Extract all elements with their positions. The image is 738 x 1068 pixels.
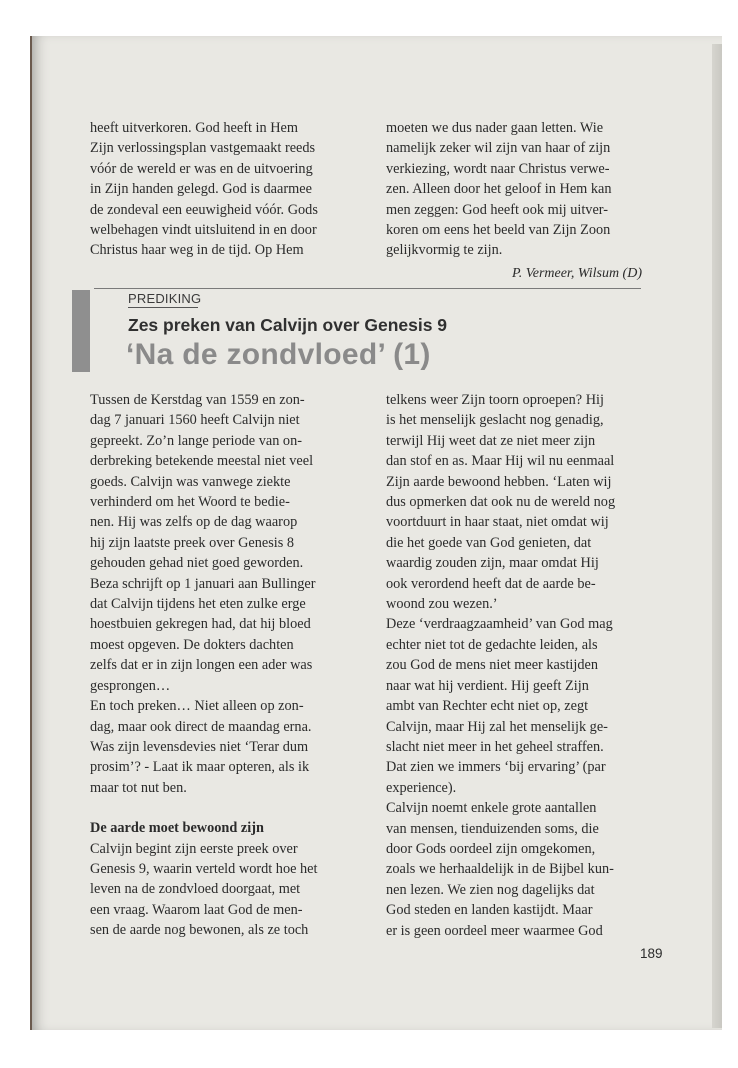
text-line: door Gods oordeel zijn omgekomen,	[386, 840, 596, 857]
text-line: terwijl Hij weet dat ze niet meer zijn	[386, 432, 596, 449]
top-left-column	[90, 118, 360, 261]
section-label-underline	[128, 307, 198, 308]
text-line: hij zijn laatste preek over Genesis 8	[90, 534, 295, 551]
text-line: zoals we herhaaldelijk in de Bijbel kun-	[386, 861, 614, 878]
text-line: echter niet tot de gedachte leiden, als	[386, 636, 598, 653]
text-line: goeds. Calvijn was vanwege ziekte	[90, 473, 291, 490]
top-right-paragraph	[386, 118, 661, 261]
section-marker-bar	[72, 290, 90, 372]
text-line: gepreekt. Zo’n lange periode van on-	[90, 432, 302, 449]
text-line: Calvijn, maar Hij zal het menselijk ge-	[386, 718, 608, 735]
text-line: experience).	[386, 779, 457, 796]
text-line: Christus haar weg in de tijd. Op Hem	[90, 242, 304, 259]
text-line: maar tot nut ben.	[90, 779, 187, 796]
text-line: heeft uitverkoren. God heeft in Hem	[90, 120, 299, 136]
text-line: Was zijn levensdevies niet ‘Terar dum	[90, 738, 309, 755]
text-line: een vraag. Waarom laat God de men-	[90, 901, 303, 918]
article-headline: ‘Na de zondvloed’ (1)	[126, 338, 431, 371]
paragraph	[90, 839, 360, 941]
text-line: prosim’? - Laat ik maar opteren, als ik	[90, 759, 310, 776]
text-line: En toch preken… Niet alleen op zon-	[90, 698, 304, 715]
main-left-column	[90, 390, 360, 941]
text-line: verhinderd om het Woord te bedie-	[90, 494, 290, 511]
text-line: Deze ‘verdraagzaamheid’ van God mag	[386, 616, 613, 633]
text-line: zelfs dat er in zijn longen een ader was	[90, 657, 313, 674]
text-line: dag, maar ook direct de maandag erna.	[90, 718, 312, 735]
text-line: slacht niet meer in het geheel straffen.	[386, 738, 604, 755]
text-line: zou God de mens niet meer kastijden	[386, 657, 599, 674]
text-line: moest opgeven. De dokters dachten	[90, 636, 294, 653]
text-line: nen. Hij was zelfs op de dag waarop	[90, 514, 298, 531]
text-line: God steden en landen kastijdt. Maar	[386, 902, 593, 919]
text-line: telkens weer Zijn toorn oproepen? Hij	[386, 392, 604, 408]
subheading: De aarde moet bewoond zijn	[90, 820, 264, 837]
page-number: 189	[640, 946, 663, 961]
paragraph	[386, 390, 661, 614]
text-line: Zijn aarde bewoond hebben. ‘Laten wij	[386, 473, 612, 490]
text-line: hoestbuien gekregen had, dat hij bloed	[90, 616, 311, 633]
text-line: Zijn verlossingsplan vastgemaakt reeds	[90, 140, 316, 157]
text-line: gehouden gehad niet goed geworden.	[90, 555, 304, 572]
text-line: Dat zien we immers ‘bij ervaring’ (par	[386, 759, 606, 776]
text-line: Calvijn noemt enkele grote aantallen	[386, 800, 597, 817]
text-line: Tussen de Kerstdag van 1559 en zon-	[90, 392, 305, 408]
paragraph	[90, 696, 360, 798]
text-line: dus opmerken dat ook nu de wereld nog	[386, 494, 616, 511]
text-line: men zeggen: God heeft ook mij uitver-	[386, 201, 609, 218]
text-line: verkiezing, wordt naar Christus verwe-	[386, 160, 610, 177]
text-line: welbehagen vindt uitsluitend in en door	[90, 222, 317, 239]
section-label: PREDIKING	[128, 291, 202, 306]
text-line: die het goede van God genieten, dat	[386, 534, 592, 551]
text-line: Calvijn begint zijn eerste preek over	[90, 840, 298, 857]
text-line: waardig zouden zijn, maar omdat Hij	[386, 555, 599, 572]
text-line: gesprongen…	[90, 677, 171, 694]
text-line: derbreking betekende meestal niet veel	[90, 453, 314, 470]
text-line: dat Calvijn tijdens het eten zulke erge	[90, 596, 306, 613]
text-line: namelijk zeker wil zijn van haar of zijn	[386, 140, 611, 157]
text-line: sen de aarde nog bewonen, als ze toch	[90, 922, 309, 939]
top-right-column	[386, 118, 661, 261]
text-line: ambt van Rechter echt niet op, zegt	[386, 698, 589, 715]
text-line: zen. Alleen door het geloof in Hem kan	[386, 181, 612, 198]
text-line: moeten we dus nader gaan letten. Wie	[386, 120, 604, 136]
article-subtitle: Zes preken van Calvijn over Genesis 9	[128, 315, 448, 335]
text-line: leven na de zondvloed doorgaat, met	[90, 881, 301, 898]
paragraph	[386, 798, 661, 941]
text-line: vóór de wereld er was en de uitvoering	[90, 160, 313, 177]
text-line: de zondeval een eeuwigheid vóór. Gods	[90, 201, 318, 218]
text-line: ook verordend heeft dat de aarde be-	[386, 575, 596, 592]
text-line: in Zijn handen gelegd. God is daarmee	[90, 181, 312, 198]
text-line: voortduurt in haar staat, niet omdat wij	[386, 514, 609, 531]
paragraph	[386, 614, 661, 798]
text-line: is het menselijk geslacht nog genadig,	[386, 412, 604, 429]
text-line: naar wat hij verdient. Hij geeft Zijn	[386, 677, 589, 694]
text-line: dan stof en as. Maar Hij wil nu eenmaal	[386, 453, 615, 470]
section-divider	[94, 288, 641, 289]
main-right-column	[386, 390, 661, 941]
text-line: nen lezen. We zien nog dagelijks dat	[386, 881, 595, 898]
text-line: Beza schrijft op 1 januari aan Bullinger	[90, 575, 316, 592]
top-left-paragraph	[90, 118, 360, 261]
author-signature: P. Vermeer, Wilsum (D)	[511, 266, 642, 281]
text-line: koren om eens het beeld van Zijn Zoon	[386, 222, 611, 239]
text-line: dag 7 januari 1560 heeft Calvijn niet	[90, 412, 300, 429]
text-line: gelijkvormig te zijn.	[386, 242, 503, 259]
text-line: er is geen oordeel meer waarmee God	[386, 922, 603, 939]
paragraph	[90, 390, 360, 696]
text-line: Genesis 9, waarin verteld wordt hoe het	[90, 860, 318, 877]
page-edge	[712, 44, 722, 1028]
text-line: van mensen, tienduizenden soms, die	[386, 820, 599, 837]
text-line: woond zou wezen.’	[386, 596, 498, 613]
